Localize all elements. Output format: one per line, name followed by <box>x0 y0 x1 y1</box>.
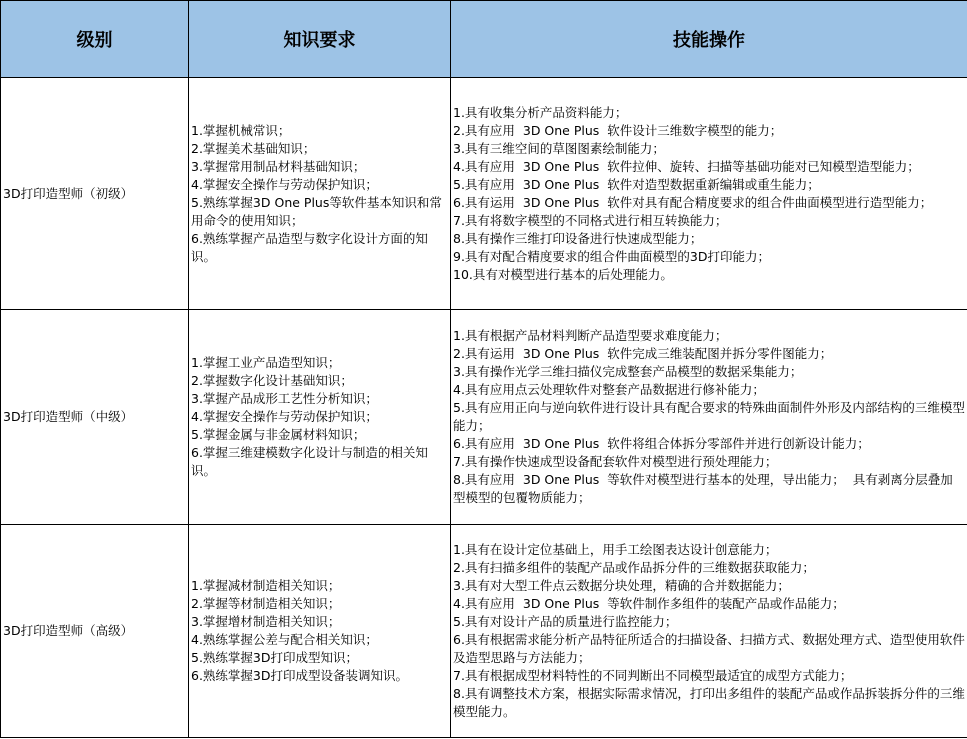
skills-item: 3.具有对大型工件点云数据分块处理，精确的合并数据能力； <box>453 578 790 593</box>
header-level: 级别 <box>1 1 189 78</box>
knowledge-item: 1.掌握工业产品造型知识； <box>191 355 341 370</box>
knowledge-item: 5.掌握金属与非金属材料知识； <box>191 427 366 442</box>
skills-item: 7.具有根据成型材料特性的不同判断出不同模型最适宜的成型方式能力； <box>453 668 853 683</box>
skills-item: 8.具有调整技术方案，根据实际需求情况，打印出多组件的装配产品或作品拆装拆分件的三维模型能力。 <box>453 686 965 719</box>
knowledge-cell <box>189 525 451 738</box>
knowledge-item: 1.掌握机械常识； <box>191 122 291 138</box>
level-cell: 3D打印造型师（初级） <box>1 78 189 310</box>
knowledge-item: 6.掌握三维建模数字化设计与制造的相关知识。 <box>191 445 428 478</box>
skills-item: 5.具有应用 3D One Plus 软件对造型数据重新编辑或重生能力； <box>453 176 820 192</box>
skills-item: 8.具有应用 3D One Plus 等软件对模型进行基本的处理，导出能力； 具有剥离分层叠加型模型的包覆物质能力； <box>453 472 953 505</box>
skills-item: 5.具有应用正向与逆向软件进行设计具有配合要求的特殊曲面制件外形及内部结构的三维模型能力； <box>453 400 965 433</box>
skills-item: 6.具有运用 3D One Plus 软件对具有配合精度要求的组合件曲面模型进行造型能力； <box>453 194 933 210</box>
table-row <box>1 310 967 525</box>
skills-item: 4.具有应用 3D One Plus 软件拉伸、旋转、扫描等基础功能对已知模型造型能力； <box>453 158 920 174</box>
table-row <box>1 525 967 738</box>
knowledge-item: 3.掌握产品成形工艺性分析知识； <box>191 391 378 406</box>
header-skills: 技能操作 <box>451 1 967 78</box>
knowledge-item: 2.掌握数字化设计基础知识； <box>191 373 353 388</box>
knowledge-item: 2.掌握等材制造相关知识； <box>191 596 341 611</box>
knowledge-item: 5.熟练掌握3D打印成型知识； <box>191 650 359 665</box>
skills-item: 2.具有应用 3D One Plus 软件设计三维数字模型的能力； <box>453 122 783 138</box>
knowledge-item: 4.掌握安全操作与劳动保护知识； <box>191 176 378 192</box>
skills-item: 4.具有应用 3D One Plus 等软件制作多组件的装配产品或作品能力； <box>453 596 845 611</box>
header-row <box>1 1 967 78</box>
skills-cell <box>451 310 967 525</box>
skills-item: 7.具有操作快速成型设备配套软件对模型进行预处理能力； <box>453 454 778 469</box>
skills-item: 9.具有对配合精度要求的组合件曲面模型的3D打印能力； <box>453 248 771 264</box>
header-knowledge: 知识要求 <box>189 1 451 78</box>
skills-item: 6.具有根据需求能分析产品特征所适合的扫描设备、扫描方式、数据处理方式、造型使用软件及造型思路与方法能力； <box>453 632 965 665</box>
knowledge-item: 3.掌握增材制造相关知识； <box>191 614 341 629</box>
table-row <box>1 78 967 310</box>
knowledge-item: 4.熟练掌握公差与配合相关知识； <box>191 632 378 647</box>
knowledge-item: 4.掌握安全操作与劳动保护知识； <box>191 409 378 424</box>
skills-item: 1.具有在设计定位基础上，用手工绘图表达设计创意能力； <box>453 542 778 557</box>
skills-item: 6.具有应用 3D One Plus 软件将组合体拆分零部件并进行创新设计能力； <box>453 436 870 451</box>
skills-item: 3.具有操作光学三维扫描仪完成整套产品模型的数据采集能力； <box>453 364 803 379</box>
skills-cell <box>451 525 967 738</box>
skills-item: 1.具有收集分析产品资料能力； <box>453 104 628 120</box>
knowledge-cell <box>189 78 451 310</box>
skills-item: 3.具有三维空间的草图图素绘制能力； <box>453 140 665 156</box>
knowledge-item: 1.掌握减材制造相关知识； <box>191 578 341 593</box>
skills-item: 4.具有应用点云处理软件对整套产品数据进行修补能力； <box>453 382 765 397</box>
skills-item: 8.具有操作三维打印设备进行快速成型能力； <box>453 230 703 246</box>
skills-item: 2.具有扫描多组件的装配产品或作品拆分件的三维数据获取能力； <box>453 560 815 575</box>
skills-item: 2.具有运用 3D One Plus 软件完成三维装配图并拆分零件图能力； <box>453 346 833 361</box>
knowledge-item: 2.掌握美术基础知识； <box>191 140 316 156</box>
knowledge-cell <box>189 310 451 525</box>
skills-item: 5.具有对设计产品的质量进行监控能力； <box>453 614 678 629</box>
knowledge-item: 6.熟练掌握3D打印成型设备装调知识。 <box>191 668 409 683</box>
level-cell: 3D打印造型师（高级） <box>1 525 189 738</box>
skills-item: 1.具有根据产品材料判断产品造型要求难度能力； <box>453 328 728 343</box>
knowledge-item: 3.掌握常用制品材料基础知识； <box>191 158 366 174</box>
skills-item: 10.具有对模型进行基本的后处理能力。 <box>453 266 673 282</box>
skills-item: 7.具有将数字模型的不同格式进行相互转换能力； <box>453 212 728 228</box>
knowledge-item: 5.熟练掌握3D One Plus等软件基本知识和常用命令的使用知识； <box>191 194 442 228</box>
skills-cell <box>451 78 967 310</box>
level-cell: 3D打印造型师（中级） <box>1 310 189 525</box>
knowledge-item: 6.熟练掌握产品造型与数字化设计方面的知识。 <box>191 230 428 264</box>
